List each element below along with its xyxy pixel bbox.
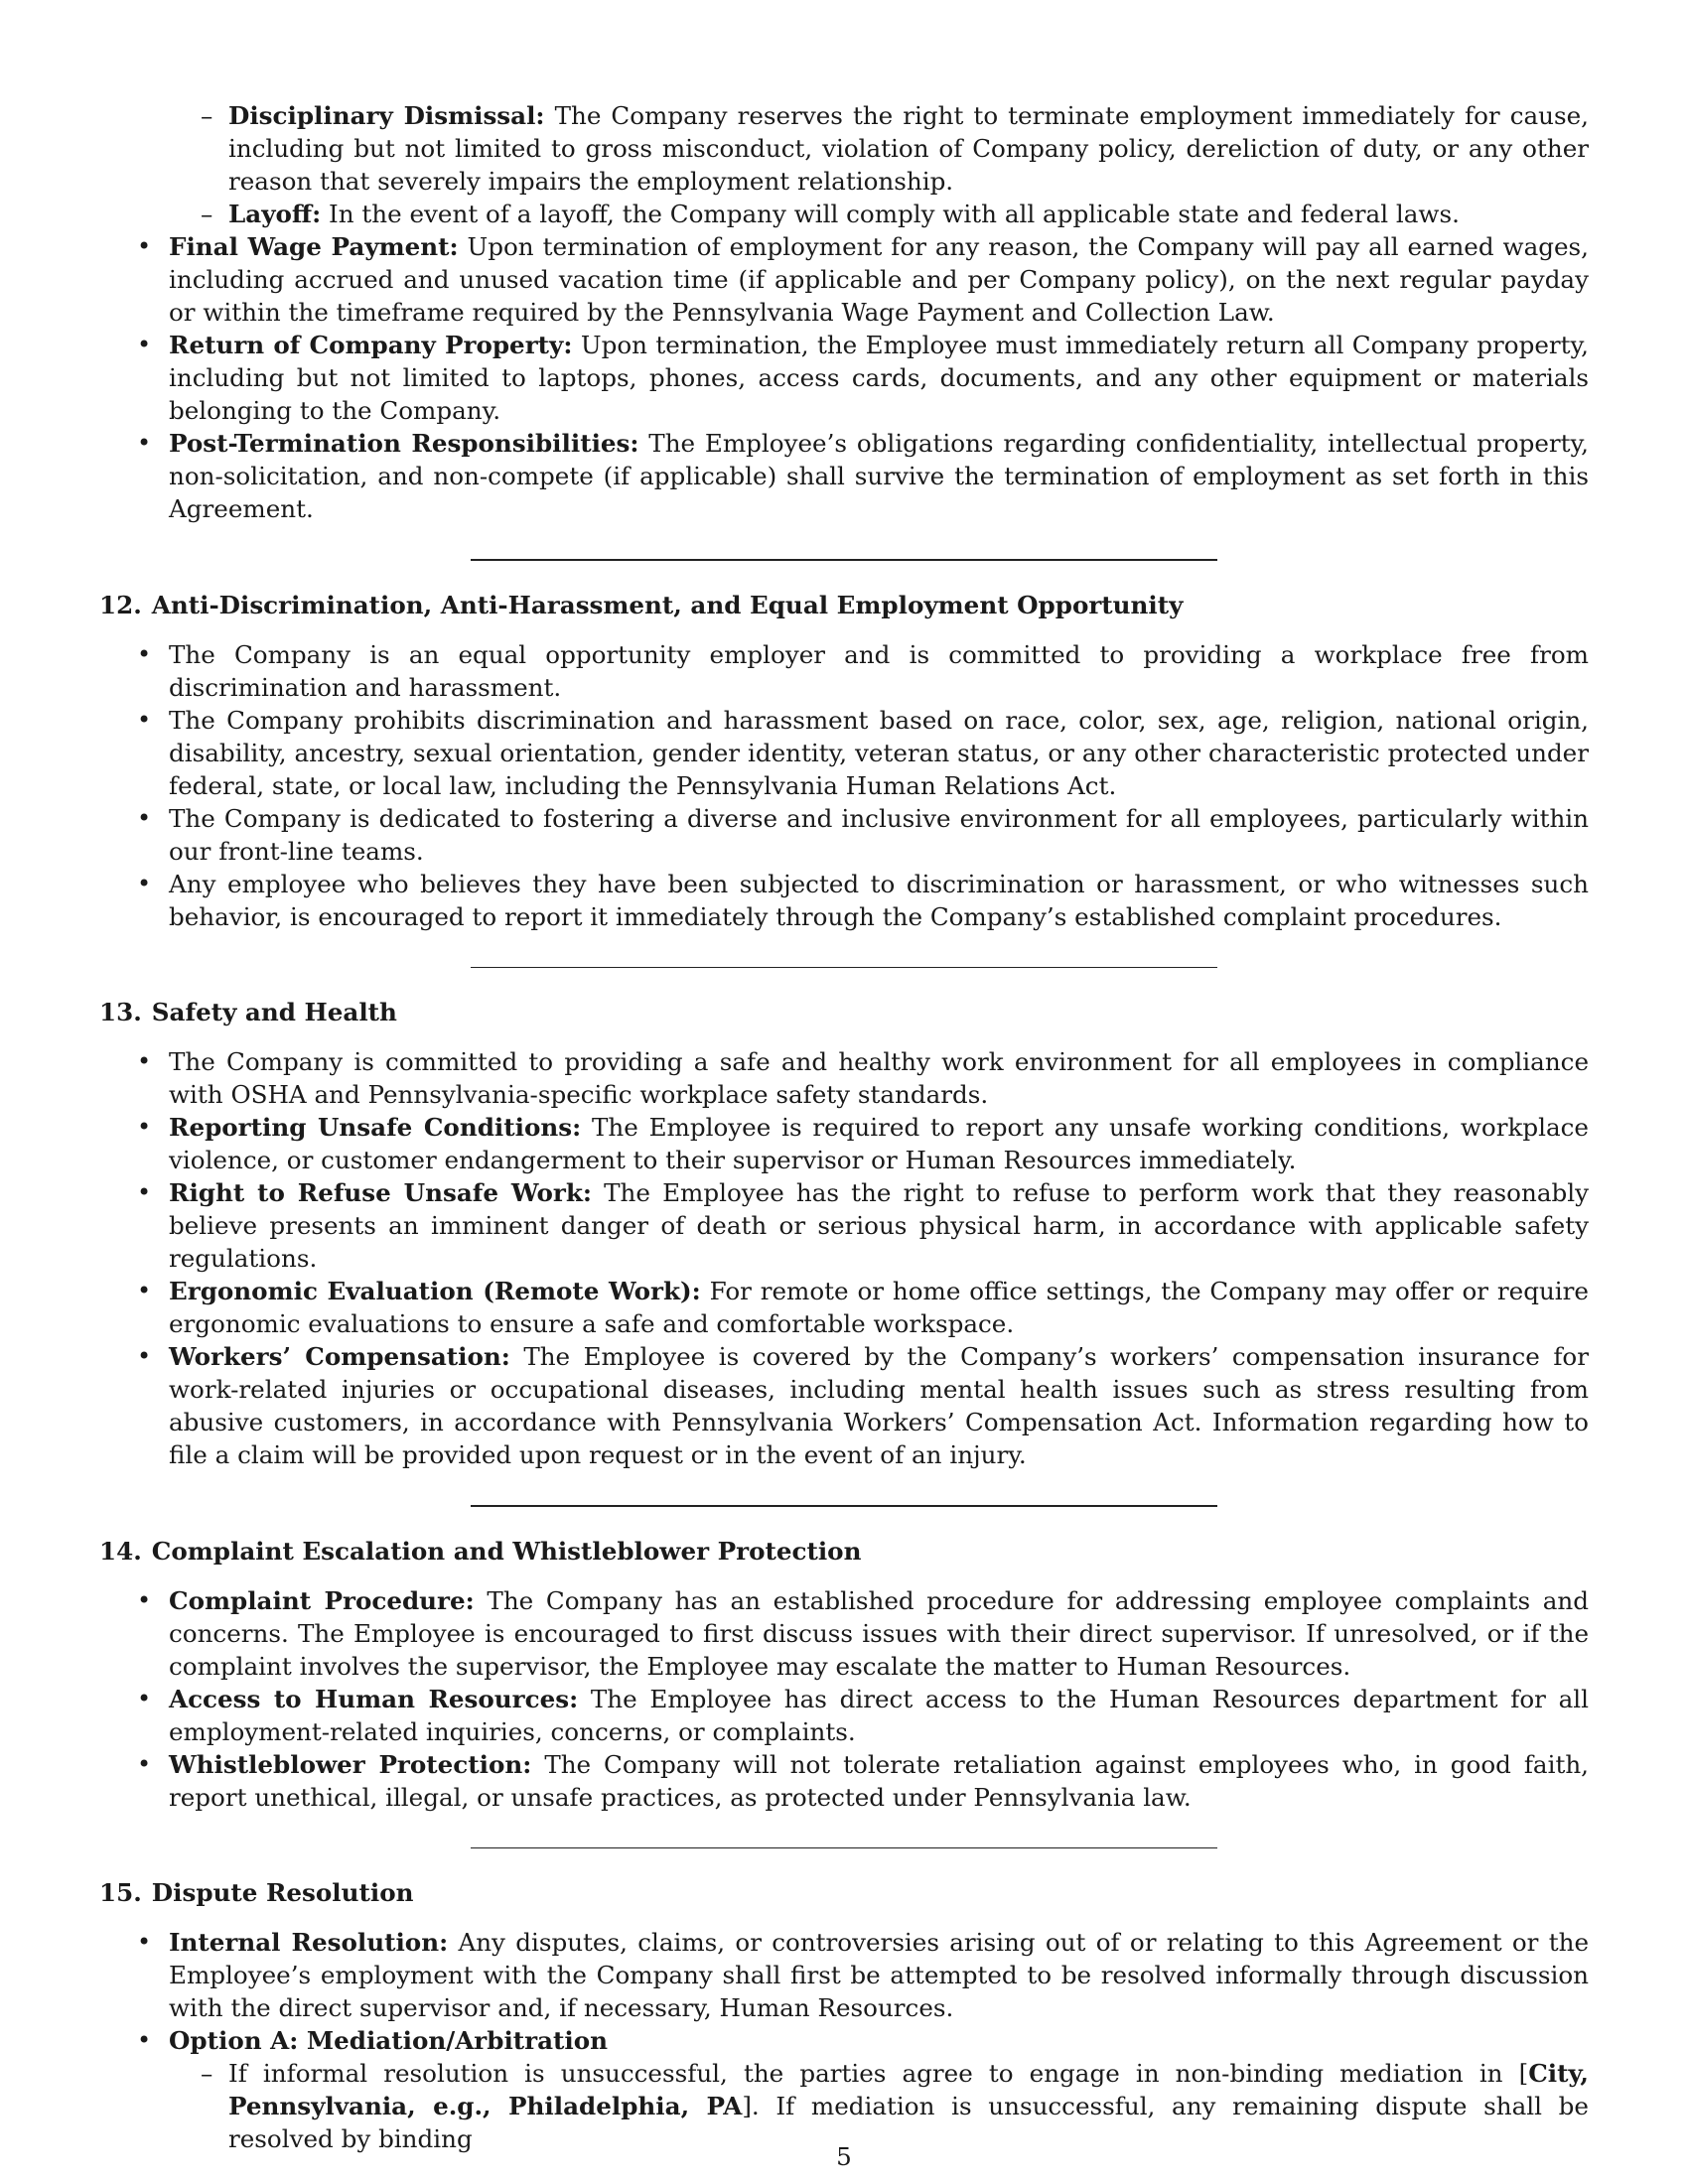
item-label: Option A: Mediation/Arbitration	[169, 2026, 609, 2055]
section-12-list	[99, 638, 1589, 933]
item-text: The Company reserves the right to terminate employment immediately for cause, including but not limited to gross misconduct, violation of Company policy, dereliction of duty, or any other reason that severely impairs the employment relationship.	[228, 101, 1589, 196]
termination-list	[99, 230, 1589, 525]
item-label: Final Wage Payment:	[169, 232, 459, 261]
list-item: • The Company is an equal opportunity employer and is committed to providing a workplace free from discrimination and harassment.	[99, 638, 1589, 704]
section-number: 13.	[99, 998, 142, 1026]
item-text: The Employee is covered by the Company’s workers’ compensation insurance for work-related injuries or occupational diseases, including mental health issues such as stress resulting from abusive customers, in accordance with Pennsylvania Workers’ Compensation Act. Information regarding how to file a claim will be provided upon request or in the event of an injury.	[169, 1342, 1589, 1469]
list-item: • Any employee who believes they have been subjected to discrimination or harassment, or who witnesses such behavior, is encouraged to report it immediately through the Company’s established complaint procedures.	[99, 868, 1589, 933]
item-text: Upon termination of employment for any reason, the Company will pay all earned wages, including accrued and unused vacation time (if applicable and per Company policy), on the next regular payday or within the timeframe required by the Pennsylvania Wage Payment and Collection Law.	[169, 232, 1589, 327]
list-item: • The Company is dedicated to fostering a diverse and inclusive environment for all employees, particularly within our front-line teams.	[99, 802, 1589, 868]
item-label: Workers’ Compensation:	[169, 1342, 510, 1371]
item-label: Post-Termination Responsibilities:	[169, 429, 639, 458]
list-item	[99, 1683, 1589, 1748]
list-item: • The Company prohibits discrimination and harassment based on race, color, sex, age, religion, national origin, disability, ancestry, sexual orientation, gender identity, veteran status, or any other characteristic protected under federal, state, or local law, including the Pennsylvania Human Relations Act.	[99, 704, 1589, 802]
list-item	[99, 1275, 1589, 1340]
item-label: Reporting Unsafe Conditions:	[169, 1113, 582, 1142]
list-item	[99, 427, 1589, 525]
item-label: Right to Refuse Unsafe Work:	[169, 1178, 592, 1207]
section-heading-13	[99, 996, 1589, 1028]
section-13-list	[99, 1045, 1589, 1471]
list-item	[99, 2057, 1589, 2155]
item-label: Ergonomic Evaluation (Remote Work):	[169, 1277, 701, 1305]
item-text: The Employee’s obligations regarding confidentiality, intellectual property, non-solicitation, and non-compete (if applicable) shall survive the termination of employment as set forth in this Agreement.	[169, 429, 1589, 523]
item-text-after: ]. If mediation is unsuccessful, any remaining dispute shall be resolved by binding	[228, 2092, 1589, 2153]
item-label: Access to Human Resources:	[169, 1685, 579, 1713]
section-number: 12.	[99, 591, 142, 619]
list-item	[99, 1748, 1589, 1814]
section-number: 15.	[99, 1878, 142, 1907]
section-title: Dispute Resolution	[151, 1878, 414, 1907]
item-label: Internal Resolution:	[169, 1928, 449, 1957]
item-text: In the event of a layoff, the Company will comply with all applicable state and federal laws.	[329, 200, 1460, 228]
item-label: Complaint Procedure:	[169, 1586, 475, 1615]
list-item: • The Company is committed to providing a safe and healthy work environment for all employees in compliance with OSHA and Pennsylvania-specific workplace safety standards.	[99, 1045, 1589, 1111]
item-text-before: If informal resolution is unsuccessful, the parties agree to engage in non-binding mediation in [	[228, 2059, 1529, 2088]
list-item	[99, 230, 1589, 329]
section-title: Complaint Escalation and Whistleblower Protection	[151, 1537, 862, 1566]
list-item	[99, 1176, 1589, 1275]
page-content	[99, 99, 1589, 2155]
list-item	[99, 1111, 1589, 1176]
list-item	[99, 2024, 1589, 2155]
section-heading-12	[99, 589, 1589, 621]
item-text: The Employee has the right to refuse to perform work that they reasonably believe presents an imminent danger of death or serious physical harm, in accordance with applicable safety regulations.	[169, 1178, 1589, 1273]
section-number: 14.	[99, 1537, 142, 1566]
section-title: Safety and Health	[151, 998, 397, 1026]
item-label: Return of Company Property:	[169, 331, 573, 359]
list-item	[99, 1584, 1589, 1683]
item-text: Any disputes, claims, or controversies arising out of or relating to this Agreement or the Employee’s employment with the Company shall first be attempted to be resolved informally through discussion with the direct supervisor and, if necessary, Human Resources.	[169, 1928, 1589, 2022]
item-text: Upon termination, the Employee must immediately return all Company property, including but not limited to laptops, phones, access cards, documents, and any other equipment or materials belonging to the Company.	[169, 331, 1589, 425]
item-label: Layoff:	[228, 200, 322, 228]
section-heading-15	[99, 1876, 1589, 1909]
section-14-list	[99, 1584, 1589, 1814]
placeholder-text: City, Pennsylvania, e.g., Philadelphia, PA	[228, 2059, 1589, 2120]
item-text: The Employee has direct access to the Human Resources department for all employment-related inquiries, concerns, or complaints.	[169, 1685, 1589, 1746]
section-title: Anti-Discrimination, Anti-Harassment, and Equal Employment Opportunity	[151, 591, 1184, 619]
item-text: The Employee is required to report any unsafe working conditions, workplace violence, or customer endangerment to their supervisor or Human Resources immediately.	[169, 1113, 1589, 1174]
list-item	[99, 329, 1589, 427]
list-item	[99, 99, 1589, 198]
option-a-sublist	[99, 2057, 1589, 2155]
section-heading-14	[99, 1535, 1589, 1568]
item-label: Whistleblower Protection:	[169, 1750, 532, 1779]
dismissal-sublist	[99, 99, 1589, 230]
item-text: The Company will not tolerate retaliation against employees who, in good faith, report unethical, illegal, or unsafe practices, as protected under Pennsylvania law.	[169, 1750, 1589, 1812]
item-label: Disciplinary Dismissal:	[228, 101, 545, 130]
item-text: The Company has an established procedure for addressing employee complaints and concerns. The Employee is encouraged to first discuss issues with their direct supervisor. If unresolved, or if the complaint involves the supervisor, the Employee may escalate the matter to Human Resources.	[169, 1586, 1589, 1681]
list-item	[99, 1926, 1589, 2024]
page-number: 5	[836, 2142, 852, 2171]
list-item	[99, 1340, 1589, 1471]
section-15-list	[99, 1926, 1589, 2155]
item-text: For remote or home office settings, the Company may offer or require ergonomic evaluations to ensure a safe and comfortable workspace.	[169, 1277, 1589, 1338]
list-item	[99, 198, 1589, 230]
